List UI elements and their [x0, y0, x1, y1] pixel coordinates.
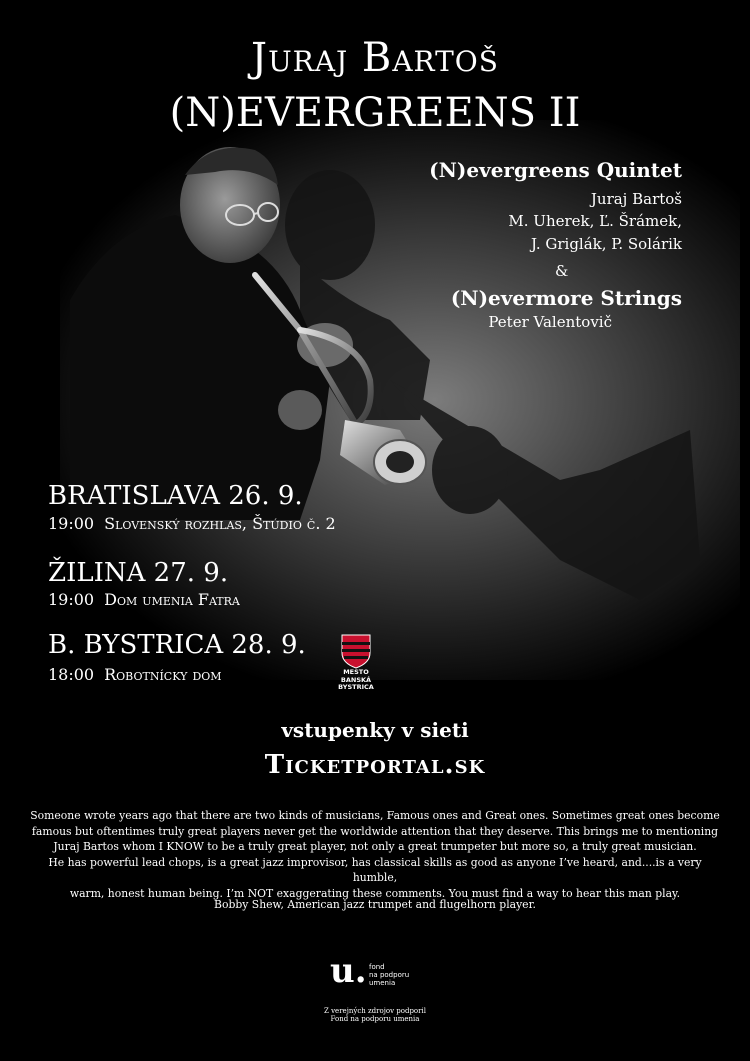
concert-time-3: 18:00	[48, 665, 95, 684]
concert-details-1	[48, 516, 336, 532]
strings-name: (N)evermore Strings	[450, 286, 682, 310]
banska-bystrica-crest-icon	[340, 633, 372, 669]
concert-city-date-3: B. BYSTRICA 28. 9.	[48, 630, 306, 660]
performer-body	[70, 215, 330, 520]
performer-name: Juraj Bartoš	[251, 35, 499, 81]
ticket-site-link[interactable]: Ticketportal.sk	[264, 750, 486, 780]
fund-logo-text: fond na podporu umenia	[369, 963, 410, 987]
concert-city-date-1: BRATISLAVA 26. 9.	[48, 481, 303, 511]
quintet-member-2: M. Uherek, Ľ. Šrámek,	[508, 212, 682, 230]
quote-author: Bobby Shew, American jazz trumpet and flugelhorn player.	[214, 898, 536, 911]
concert-time-2: 19:00	[48, 590, 95, 609]
quintet-member-1: Juraj Bartoš	[590, 190, 682, 208]
concert-details-2	[48, 592, 240, 608]
concert-time-1: 19:00	[48, 514, 95, 533]
support-text: Z verejných zdrojov podporil Fond na podporu umenia	[324, 1007, 426, 1023]
strings-leader: Peter Valentovič	[488, 313, 612, 331]
city-logo-caption: MESTO BANSKÁ BYSTRICA	[338, 668, 374, 691]
quintet-name: (N)evergreens Quintet	[429, 158, 682, 182]
testimonial-quote: Someone wrote years ago that there are two kinds of musicians, Famous ones and Great ones. Sometimes great ones become famous but oftentimes truly great players never get the worldwide attention that they deserve. This brings me to mentioning Juraj Bartos whom I KNOW to be a truly great player, not only a great trumpeter but more so, a truly great musician. He has powerful lead chops, is a great jazz improvisor, has classical skills as good as anyone I’ve heard, and....is a very humble, warm, honest human being. I’m NOT exaggerating these comments. You must find a way to hear this man play.	[30, 809, 720, 900]
fund-logo-mark: u.	[330, 951, 367, 991]
quintet-member-3: J. Griglák, P. Solárik	[531, 235, 682, 253]
ampersand: &	[555, 262, 569, 280]
concert-details-3	[48, 667, 222, 683]
concert-venue-3: Robotnícky dom	[104, 665, 222, 684]
concert-city-date-2: ŽILINA 27. 9.	[48, 558, 229, 588]
event-title: (N)EVERGREENS II	[169, 90, 581, 136]
concert-venue-1: Slovenský rozhlas, Štúdio č. 2	[104, 514, 336, 533]
concert-venue-2: Dom umenia Fatra	[104, 590, 240, 609]
tickets-label: vstupenky v sieti	[281, 718, 469, 742]
